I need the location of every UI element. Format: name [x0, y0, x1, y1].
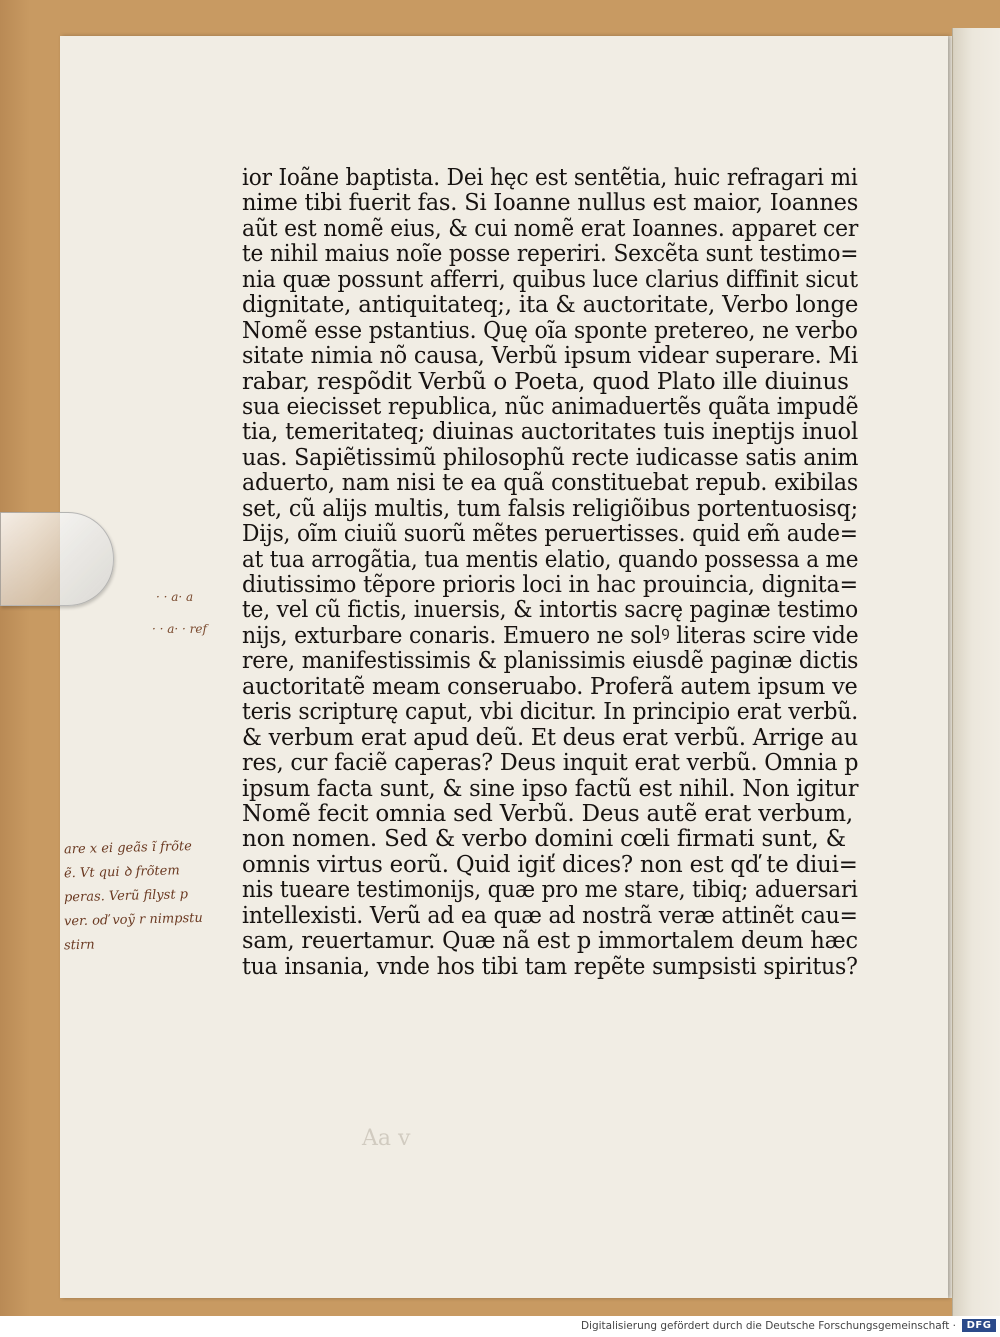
digitization-credit: Digitalisierung gefördert durch die Deutsche Forschungsgemeinschaft ·: [580, 1320, 956, 1332]
text-line: te nihil maius noĩe posse reperiri. Sexcẽta sunt testimo=: [242, 241, 859, 268]
marginalia-line: ver. oď voỹ r nimpstu: [63, 910, 203, 930]
text-line: sitate nimia nõ causa, Verbũ ipsum videar superare. Mi: [242, 343, 858, 370]
margin-mark-top: · · a· a: [156, 590, 194, 604]
text-line: nis tueare testimonijs, quæ pro me stare, tibiq; aduersari: [242, 877, 858, 904]
text-line: nia quæ possunt afferri, quibus luce clarius diffinit sicut: [242, 266, 858, 293]
text-line: aduerto, nam nisi te ea quã constituebat repub. exibilas: [242, 470, 859, 497]
text-line: Nomẽ fecit omnia sed Verbũ. Deus autẽ erat verbum,: [242, 800, 853, 827]
signature-mark: Aa v: [362, 1126, 411, 1151]
text-line: non nomen. Sed & verbo domini cœli firmati sunt, &: [242, 826, 846, 853]
marginalia-line: stirn: [63, 937, 95, 954]
board-shadow: [0, 0, 30, 1316]
marginalia-line: are x ei geãs ĩ frõte: [63, 839, 193, 858]
facing-page-edge: [952, 28, 1000, 1316]
text-line: auctoritatẽ meam conseruabo. Proferã autem ipsum ve: [242, 673, 858, 700]
text-line: res, cur faciẽ caperas? Deus inquit erat verbũ. Omnia p: [242, 750, 859, 777]
text-line: aũt est nomẽ eius, & cui nomẽ erat Ioannes. apparet cer: [242, 215, 859, 242]
text-line: diutissimo tẽpore prioris loci in hac prouincia, dignita=: [242, 572, 858, 598]
text-line: rabar, respõdit Verbũ o Poeta, quod Plato ille diuinus: [242, 368, 849, 395]
text-line: dignitate, antiquitateq;, ita & auctoritate, Verbo longe: [242, 292, 859, 319]
handwritten-marginalia: [64, 836, 244, 956]
text-line: teris scripturę caput, vbi dicitur. In principio erat verbũ.: [242, 699, 859, 726]
text-line: nijs, exturbare conaris. Emuero ne solꝰ literas scire vide: [242, 622, 859, 649]
text-line: te, vel cũ fictis, inuersis, & intortis sacrę paginæ testimo: [242, 597, 859, 624]
text-line: tua insania, vnde hos tibi tam repẽte sumpsisti spiritus?: [242, 953, 858, 980]
text-line: set, cũ alijs multis, tum falsis religiõibus portentuosisq;: [242, 495, 858, 522]
text-line: at tua arrogãtia, tua mentis elatio, quando possessa a me: [242, 546, 859, 573]
text-line: tia, temeritateq; diuinas auctoritates tuis ineptijs inuol: [242, 419, 858, 446]
printed-text-block: [242, 166, 858, 980]
text-line: nime tibi fuerit fas. Si Ioanne nullus est maior, Ioannes: [242, 190, 859, 217]
dfg-logo: DFG: [962, 1319, 996, 1332]
text-line: rere, manifestissimis & planissimis eiusdẽ paginæ dictis: [242, 648, 859, 675]
text-line: sua eiecisset republica, nũc animaduertẽs quãta impudẽ: [242, 393, 859, 420]
text-line: ipsum facta sunt, & sine ipso factũ est nihil. Non igitur: [242, 775, 859, 802]
text-line: omnis virtus eorũ. Quid igiť dices? non est qď te diui=: [242, 851, 858, 878]
text-line: & verbum erat apud deũ. Et deus erat verbũ. Arrige au: [242, 724, 858, 751]
marginalia-line: ẽ. Vt qui ꝺ frõtem: [63, 863, 180, 882]
plastic-page-clip: [0, 512, 114, 606]
text-line: Nomẽ esse pstantius. Quę oĩa sponte pretereo, ne verbo: [242, 317, 858, 344]
margin-mark-bottom: · · a· · ref: [152, 622, 207, 636]
text-line: ior Ioãne baptista. Dei hęc est sentẽtia, huic refragari mi: [242, 165, 858, 191]
marginalia-line: peras. Verũ filyst p: [63, 887, 189, 906]
text-line: sam, reuertamur. Quæ nã est p immortalem deum hæc: [242, 928, 858, 955]
text-line: Dijs, oĩm ciuiũ suorũ mẽtes peruertisses. quid em̃ aude=: [242, 521, 858, 548]
text-line: intellexisti. Verũ ad ea quæ ad nostrã veræ attinẽt cau=: [242, 902, 858, 929]
text-line: uas. Sapiẽtissimũ philosophũ recte iudicasse satis anim: [242, 444, 859, 471]
